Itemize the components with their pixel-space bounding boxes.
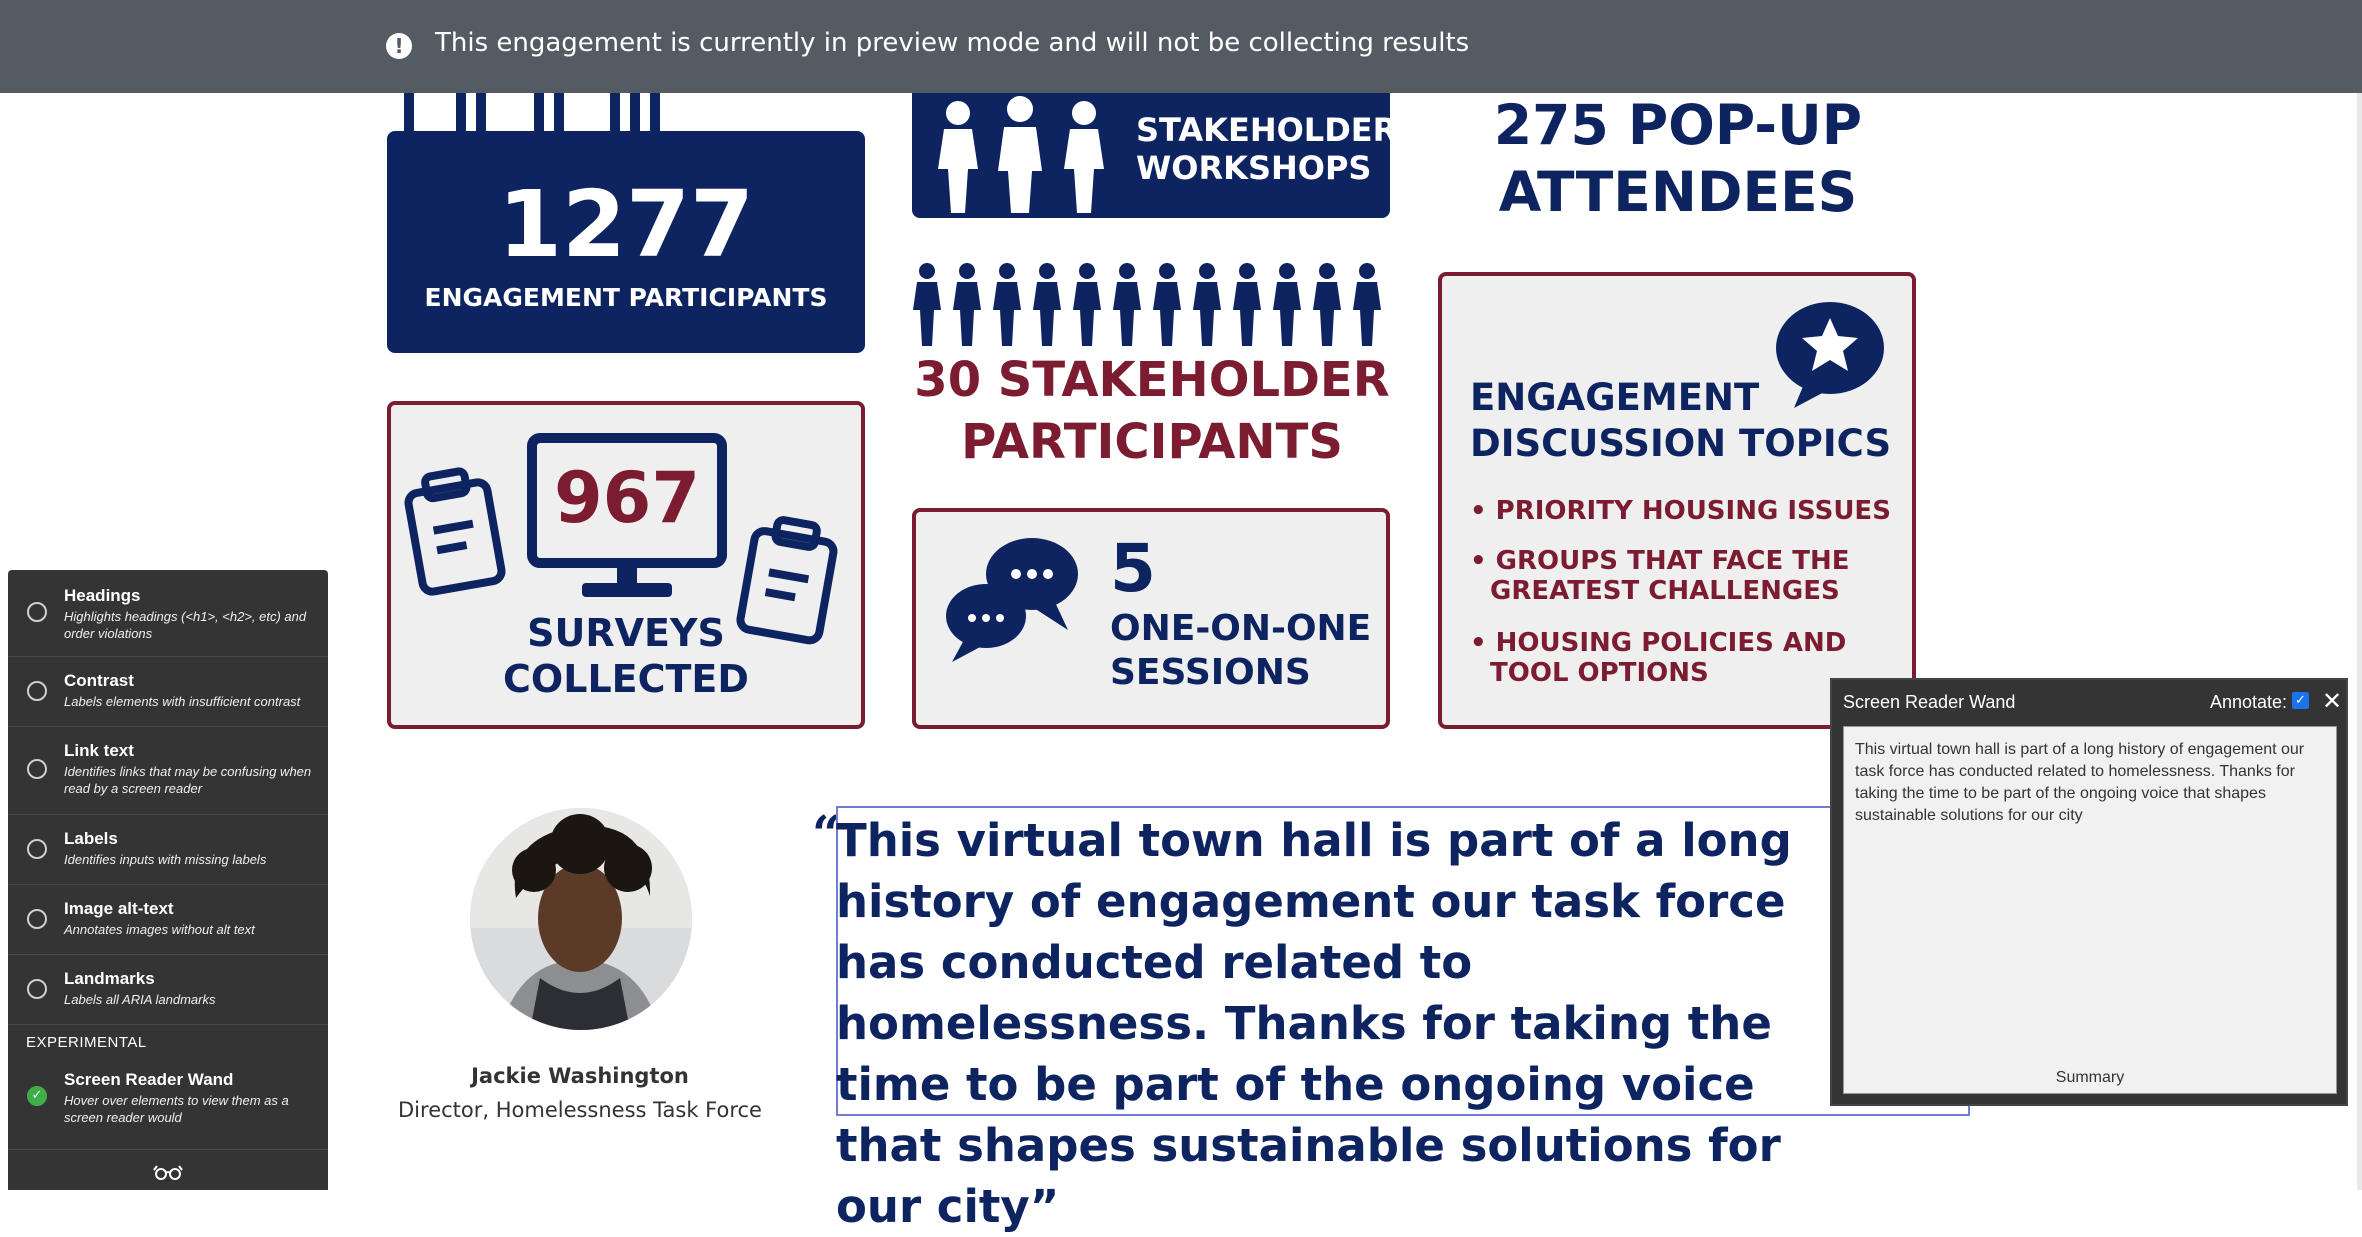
sessions-line1: ONE-ON-ONE	[1110, 608, 1372, 649]
sessions-number: 5	[1110, 530, 1156, 607]
author-role: Director, Homelessness Task Force	[398, 1098, 762, 1122]
surveys-line2: COLLECTED	[503, 657, 749, 701]
radio-button[interactable]	[27, 759, 47, 779]
avatar	[470, 808, 692, 1030]
sessions-card	[912, 508, 1390, 729]
people-row-icon	[910, 262, 1392, 346]
participants-label: ENGAGEMENT PARTICIPANTS	[424, 283, 828, 312]
surveys-line1: SURVEYS	[527, 611, 725, 655]
experimental-heading: EXPERIMENTAL	[26, 1034, 147, 1051]
radio-button[interactable]	[27, 602, 47, 622]
summary-label[interactable]: Summary	[2055, 1069, 2125, 1086]
topics-line2: DISCUSSION TOPICS	[1470, 422, 1892, 465]
chat-bubbles-icon	[944, 534, 1084, 664]
radio-button[interactable]	[27, 909, 47, 929]
glasses-icon[interactable]	[152, 1164, 184, 1180]
preview-banner	[0, 0, 2362, 93]
tool-title: Landmarks	[64, 969, 155, 988]
tool-headings[interactable]	[8, 570, 328, 657]
annotate-label: Annotate:	[2210, 692, 2288, 712]
participants-number: 1277	[497, 171, 755, 278]
annotate-checkbox[interactable]: ✓	[2292, 692, 2309, 709]
tool-title: Link text	[64, 741, 134, 760]
tool-description: Hover over elements to view them as a screen reader would	[64, 1093, 289, 1125]
people-group-icon	[928, 97, 1118, 215]
popup-attendees-line2: ATTENDEES	[1498, 160, 1858, 224]
testimonial-quote: This virtual town hall is part of a long history of engagement our task force has conducted related to homelessness. Thanks for taking the time to be part of the ongoing voice that shapes sustainable solutions for our city”	[836, 814, 1792, 1233]
open-quote-mark: “	[812, 804, 841, 863]
participants-card	[387, 131, 865, 353]
clipboard-icon	[405, 467, 515, 597]
topic-item: • PRIORITY HOUSING ISSUES	[1470, 496, 1891, 526]
alert-circle-icon: !	[386, 33, 412, 59]
close-icon[interactable]: ✕	[2322, 687, 2343, 715]
stakeholder-line2: PARTICIPANTS	[961, 414, 1343, 470]
radio-button[interactable]	[27, 839, 47, 859]
tool-link-text[interactable]	[8, 727, 328, 815]
tool-landmarks[interactable]	[8, 955, 328, 1025]
topic-item: • GROUPS THAT FACE THE GREATEST CHALLENGES	[1470, 546, 1850, 606]
wand-output	[1843, 726, 2337, 1094]
people-icon	[404, 93, 664, 133]
radio-button[interactable]	[27, 681, 47, 701]
preview-message: This engagement is currently in preview mode and will not be collecting results	[435, 28, 1470, 58]
sessions-line2: SESSIONS	[1110, 652, 1311, 693]
tool-description: Annotates images without alt text	[64, 922, 255, 937]
tool-description: Identifies inputs with missing labels	[64, 852, 267, 867]
accessibility-panel	[8, 570, 328, 1190]
checked-icon[interactable]: ✓	[27, 1086, 47, 1106]
tool-title: Labels	[64, 829, 118, 848]
wand-title: Screen Reader Wand	[1843, 692, 2016, 712]
workshops-label: STAKEHOLDER WORKSHOPS	[1136, 111, 1398, 187]
screen-reader-wand-popup	[1830, 678, 2348, 1106]
tool-description: Labels elements with insufficient contrast	[64, 694, 301, 709]
star-badge-icon	[1768, 300, 1888, 410]
stakeholder-line1: 30 STAKEHOLDER	[914, 352, 1390, 408]
topics-card	[1438, 272, 1916, 729]
tool-image-alt-text[interactable]	[8, 885, 328, 955]
tool-contrast[interactable]	[8, 657, 328, 727]
radio-button[interactable]	[27, 979, 47, 999]
tool-description: Labels all ARIA landmarks	[64, 992, 216, 1007]
topics-line1: ENGAGEMENT	[1470, 376, 1760, 419]
topic-item: • HOUSING POLICIES AND TOOL OPTIONS	[1470, 628, 1847, 688]
tool-title: Headings	[64, 586, 141, 605]
tool-title: Image alt-text	[64, 899, 174, 918]
surveys-number: 967	[553, 457, 701, 539]
surveys-card	[387, 401, 865, 729]
author-name: Jackie Washington	[471, 1064, 689, 1088]
workshops-card	[912, 93, 1398, 218]
tool-screen-reader-wand[interactable]	[8, 1060, 328, 1150]
tool-description: Identifies links that may be confusing when read by a screen reader	[64, 764, 312, 796]
scrollbar-track[interactable]	[2357, 93, 2362, 1190]
tool-labels[interactable]	[8, 815, 328, 885]
wand-output-text: This virtual town hall is part of a long history of engagement our task force has conducted related to homelessness. Thanks for taking the time to be part of the ongoing voice that shapes sustainable solutions for our city	[1855, 741, 2305, 824]
tool-title: Contrast	[64, 671, 134, 690]
popup-attendees-line1: 275 POP-UP	[1493, 93, 1863, 157]
tool-title: Screen Reader Wand	[64, 1070, 234, 1089]
tool-description: Highlights headings (<h1>, <h2>, etc) and order violations	[64, 609, 307, 641]
